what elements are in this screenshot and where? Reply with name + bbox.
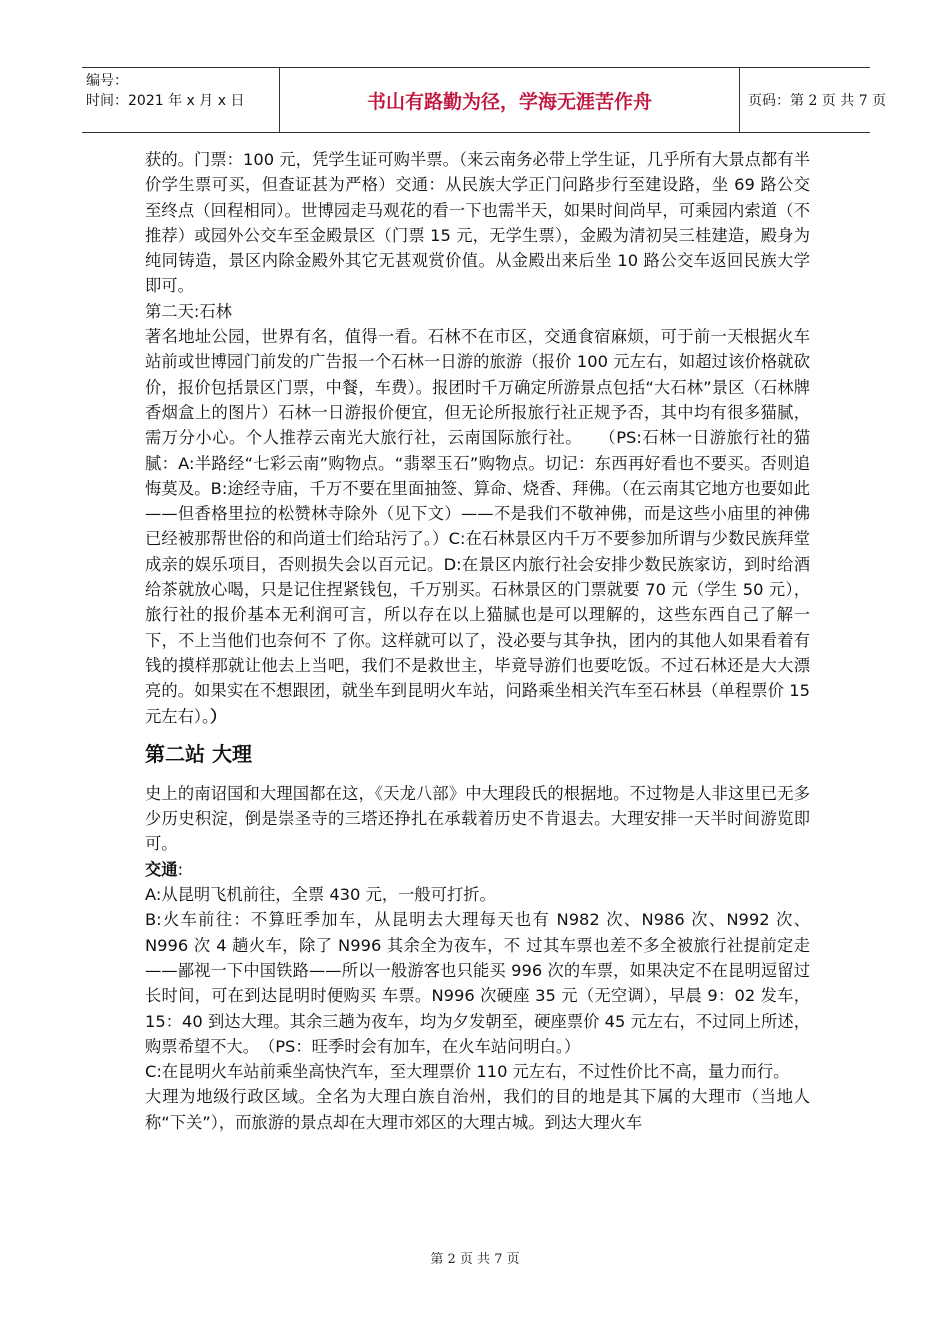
document-time-label: 时间：2021 年 x 月 x 日 (86, 93, 245, 109)
traffic-label: 交通 (145, 859, 178, 879)
header-page-number: 页码：第 2 页 共 7 页 (748, 93, 887, 109)
page-footer: 第 2 页 共 7 页 (430, 1252, 520, 1267)
stone-forest-ps-close: ） (210, 706, 227, 726)
document-number-label: 编号： (86, 73, 128, 89)
stone-forest-ps: （PS:石林一日游旅行社的猫腻：A:半路经“七彩云南”购物点。“翡翠玉石”购物点。切记：东西再好看也不要买。否则追悔莫及。B:途经寺庙，千万不要在里面抽签、算命、烧香、拜佛。（在云南其它地方也要如此——但香格里拉的松赞林寺除外（见下文）——不是我们不敬神佛，而是这些小庙里的神佛已经被那帮世俗的和尚道士们给玷污了。）C:在石林景区内千万不要参加所谓与少数民族拜堂成亲的娱乐项目，否则损失会以百元记。D:在景区内旅行社会安排少数民族家访，到时给酒给茶就放心喝，只是记住捏紧钱包，千万别买。石林景区的门票就要 70 元（学生 50 元），旅行社的报价基本无利润可言，所以存在以上猫腻也是可以理解的，这些东西自己了解一下，不上当他们也奈何不 了你。这样就可以了，没必要与其争执，团内的其他人如果看着有钱的摸样那就让他去上当吧，我们不是救世主，毕竟导游们也要吃饭。不过石林还是大大漂亮的。如果实在不想跟团，就坐车到昆明火车站，问路乘坐相关汽车至石林县（单程票价 15 元左右）。 (145, 428, 810, 726)
page-header (82, 67, 887, 133)
traffic-heading (145, 857, 810, 882)
paragraph-dali-region: 大理为地级行政区域。全名为大理白族自治州，我们的目的地是其下属的大理市（当地人称“下关”），而旅游的景点却在大理市郊区的大理古城。到达大理火车 (145, 1087, 810, 1132)
paragraph-expo-tickets: 获的。门票：100 元，凭学生证可购半票。（来云南务必带上学生证，几乎所有大景点都有半价学生票可买，但查证甚为严格）交通：从民族大学正门问路步行至建设路，坐 69 路公交至终点（回程相同）。世博园走马观花的看一下也需半天，如果时间尚早，可乘园内索道（不推荐）或园外公交车至金殿景区（门票 15 元，无学生票），金殿为清初吴三桂建造，殿身为纯同铸造，景区内除金殿外其它无甚观赏价值。从金殿出来后坐 10 路公交车返回民族大学即可。 (145, 150, 810, 296)
traffic-colon: : (177, 859, 184, 879)
paragraph-dali-intro: 史上的南诏国和大理国都在这，《天龙八部》中大理段氏的根据地。不过物是人非这里已无多少历史积淀，倒是崇圣寺的三塔还挣扎在承载着历史不肯退去。大理安排一天半时间游览即可。 (145, 783, 810, 854)
traffic-option-a: A:从昆明飞机前往，全票 430 元，一般可打折。 (145, 885, 496, 905)
traffic-option-b: B:火车前往：不算旺季加车，从昆明去大理每天也有 N982 次、N986 次、N992 次、N996 次 4 趟火车，除了 N996 其余全为夜车，不 过其车票也差不多全被旅行社提前定走——鄙视一下中国铁路——所以一般游客也只能买 996 次的车票，如果决定不在昆明逗留过长时间，可在到达昆明时便购买 车票。N996 次硬座 35 元（无空调），早晨 9：02 发车，15：40 到达大理。其余三趟为夜车，均为夕发朝至，硬座票价 45 元左右，不过同上所述，购票希望不大。 （PS：旺季时会有加车，在火车站问明白。） (145, 910, 810, 1056)
paragraph-stone-forest (145, 324, 810, 729)
traffic-option-c: C:在昆明火车站前乘坐高快汽车，至大理票价 110 元左右，不过性价比不高，量力而行。 (145, 1062, 790, 1082)
header-meta (82, 68, 280, 132)
header-motto: 书山有路勤为径，学海无涯苦作舟 (280, 68, 740, 132)
stone-forest-intro: 著名地址公园，世界有名，值得一看。石林不在市区，交通食宿麻烦，可于前一天根据火车站前或世博园门前发的广告报一个石林一日游的旅游（报价 100 元左右，如超过该价格就砍价，报价包括景区门票，中餐，车费）。报团时千万确定所游景点包括“大石林”景区（石林牌香烟盒上的图片）石林一日游报价便宜，但无论所报旅行社正规予否，其中均有很多猫腻，需万分小心。个人推荐云南光大旅行社，云南国际旅行社。 (145, 327, 810, 448)
section-heading-dali: 第二站 大理 (145, 741, 252, 766)
day-two-heading: 第二天:石林 (145, 301, 232, 321)
document-body (145, 147, 810, 1135)
